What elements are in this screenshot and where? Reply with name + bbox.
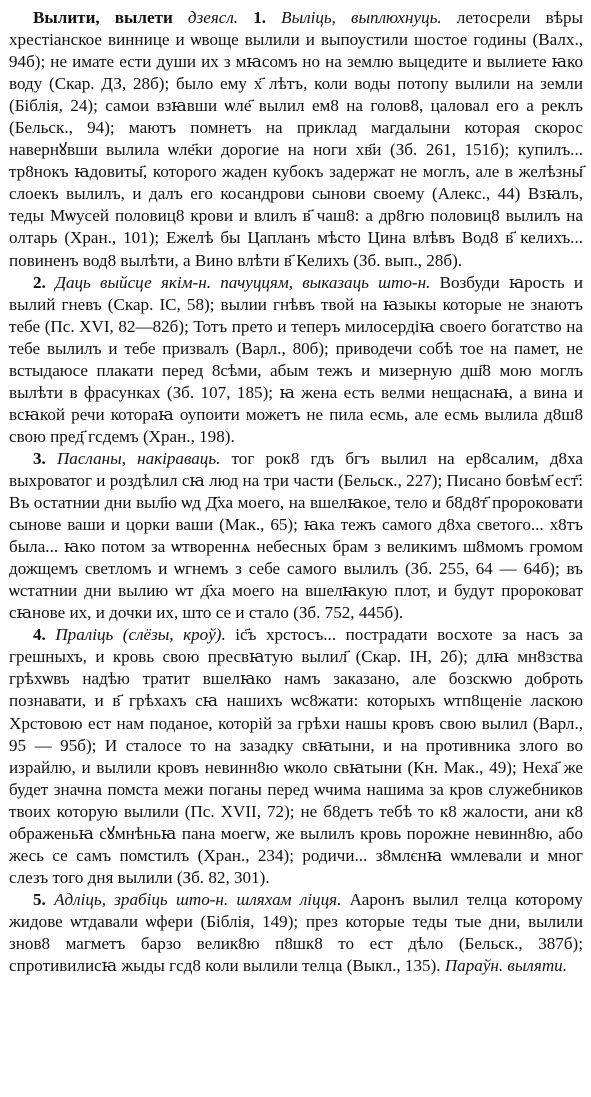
sense-2 bbox=[9, 272, 583, 448]
sense-definition: Даць выйсце якім-н. пачуццям, выказаць што-н. bbox=[55, 272, 431, 292]
sense-citations: Возбуди ꙗрость и вылий гневъ (Скар. ІС, 58); вылии гнѣвъ твой на ꙗзыкы которые не знаютъ тебе (Пс. XVI, 82—82б); Тотъ прето и теперъ милосердіꙗ своего богатство на тебе вылилъ и тебе призвалъ (Варл., 80б); приводечи собѣ тое на памет, не встыдаюсе плакати перед 8сѣми, абым тежъ и мизерную дш҃8 мою моглъ вылѣти в фрасунках (Зб. 107, 185); ꙗ жена есть велми нещаснаꙗ, а вина и всꙗкой речи котораꙗ оупоити можетъ не пила есмь, але есмь вылила д8ш8 свою пред҃ гсдемъ (Хран., 198). bbox=[9, 272, 583, 446]
sense-citations: ic҃ъ хрстосъ... пострадати восхоте за насъ за грешныхъ, и кровь свою пресвꙗтую вылил҃ (Скар. ІН, 2б); длꙗ мн8зства грѣхѡвъ надѣю тратит вшелꙗко намъ заказано, але бозскѡю доброть познавати, и в҃ грѣхахъ сꙗ нашихъ ѡс8жати: которыхъ ѡтп8щеніе ласкою Хрстовою ест нам поданое, которій за грѣхи нашы кровъ свою вылил (Варл., 95 — 95б); И сталосе то на зазадку свꙗтыни, и на противника злого во израйлю, и вылили кровъ невинн8ю ѡколо свꙗтыни (Кн. Мак., 49); Неха҃ же будет значна помста межи поганы перед ѡчима нашима за кров служебников твоих которую вылили (Пс. XVII, 72); не б8детъ тебѣ то к8 жалости, ани к8 ображеньꙗ сꙋмнѣньꙗ пана моегѡ, же вылилъ кровь порожне невинн8ю, або жесь се самъ помстилъ (Хран., 234); родичи... з8млєнꙗ ѡмлевали и мног слезъ того дня вылили (Зб. 82, 301). bbox=[9, 625, 583, 887]
sense-definition: Пасланы, накіраваць. bbox=[56, 448, 221, 468]
sense-citations: Ааронъ вылил телца которому жидове ѡтдавали ѡфери (Біблія, 149); прeз которые теды тые дни, вылили знов8 магметъ барзо велик8ю п8шк8 то ест дѣло (Бельск., 387б); спротивилисꙗ жыды гсд8 коли вылили телца (Выкл., 135). bbox=[9, 889, 583, 976]
grammar-label: дзеясл. bbox=[187, 8, 239, 27]
sense-5 bbox=[9, 889, 583, 977]
sense-definition: Праліць (слёзы, кроў). bbox=[55, 625, 226, 645]
sense-number: 2. bbox=[33, 272, 46, 292]
sense-4 bbox=[9, 624, 583, 889]
sense-number: 1. bbox=[253, 8, 267, 27]
sense-citations: летосрели вѣры хрестіанское виннице и ѡвоще вылили и выпоустили шостое годины (Валх., 94б); не имате ести души их з мꙗсомъ но на землю выцедите и вылиете ꙗко воду (Скар. ДЗ, 28б); было ему х҃ лѣтъ, коли воды потопу вылили на земли (Біблія, 24); самои взꙗвши ѡле҃ вылил ем8 на голов8, цаловал его а реклъ (Бельск., 94); маютъ помнетъ на приклад магдалыни которая скорос навернꙋвши вылила ѡле҃ки дорогие на ноги хв҃и (Зб. 261, 151б); купилъ... тр8нокъ ꙗдовиты҃, которого жаден кубокъ задержат не моглъ, але в желѣзны҃ слоекъ вылилъ, и далъ его косандрови сынови своему (Алекс., 44) Взꙗлъ, теды Мѡусей половиц8 крови и влилъ в҃ чаш8: а др8гю половиц8 вылилъ на олтарь (Хран., 101); Ежелѣ бы Цапланъ мѣсто Цина влѣвъ Вод8 в҃ келихъ... повиненъ вод8 вылѣти, а Вино влѣти в҃ Келихъ (Зб. вып., 28б). bbox=[9, 8, 584, 270]
sense-citations: тог рок8 гдъ бгъ вылил на ер8салим, д8ха выхроватог и роздѣлил сꙗ люд на три части (Бельск., 227); Писано бовѣм҃ ест҃: Въ остатнии дни выл҃ю ѡд Д҃ха моего, на вшелꙗкое, тело и б8д8т҃ пророковати сынове ваши и цорки ваши (Мак., 65); ꙗка тежъ самого д8ха светого... х8тъ была... ꙗко потом за ѡтвореннѧ небесных брам з великимъ ш8момъ громом дожщемъ светломъ и ѡгнемъ з себе самого вылилъ (Зб. 255, 64 — 64б); въ ѡстатнии дни вылию ѡт д҃ха моего на вшелꙗкую плот, и будут пророковат сꙗнове их, и дочки их, што се и стало (Зб. 752, 445б). bbox=[9, 448, 583, 623]
sense-1 bbox=[9, 7, 583, 272]
sense-number: 4. bbox=[33, 625, 46, 645]
sense-3 bbox=[9, 448, 583, 624]
sense-number: 3. bbox=[33, 448, 46, 468]
headword: Вылити, вылети bbox=[33, 8, 173, 27]
cross-reference: Параўн. выляти. bbox=[444, 956, 567, 976]
sense-definition: Адліць, зрабіць што-н. шляхам ліцця. bbox=[54, 889, 342, 909]
sense-definition: Выліць, выплюхнуць. bbox=[281, 8, 442, 27]
sense-number: 5. bbox=[33, 889, 46, 909]
